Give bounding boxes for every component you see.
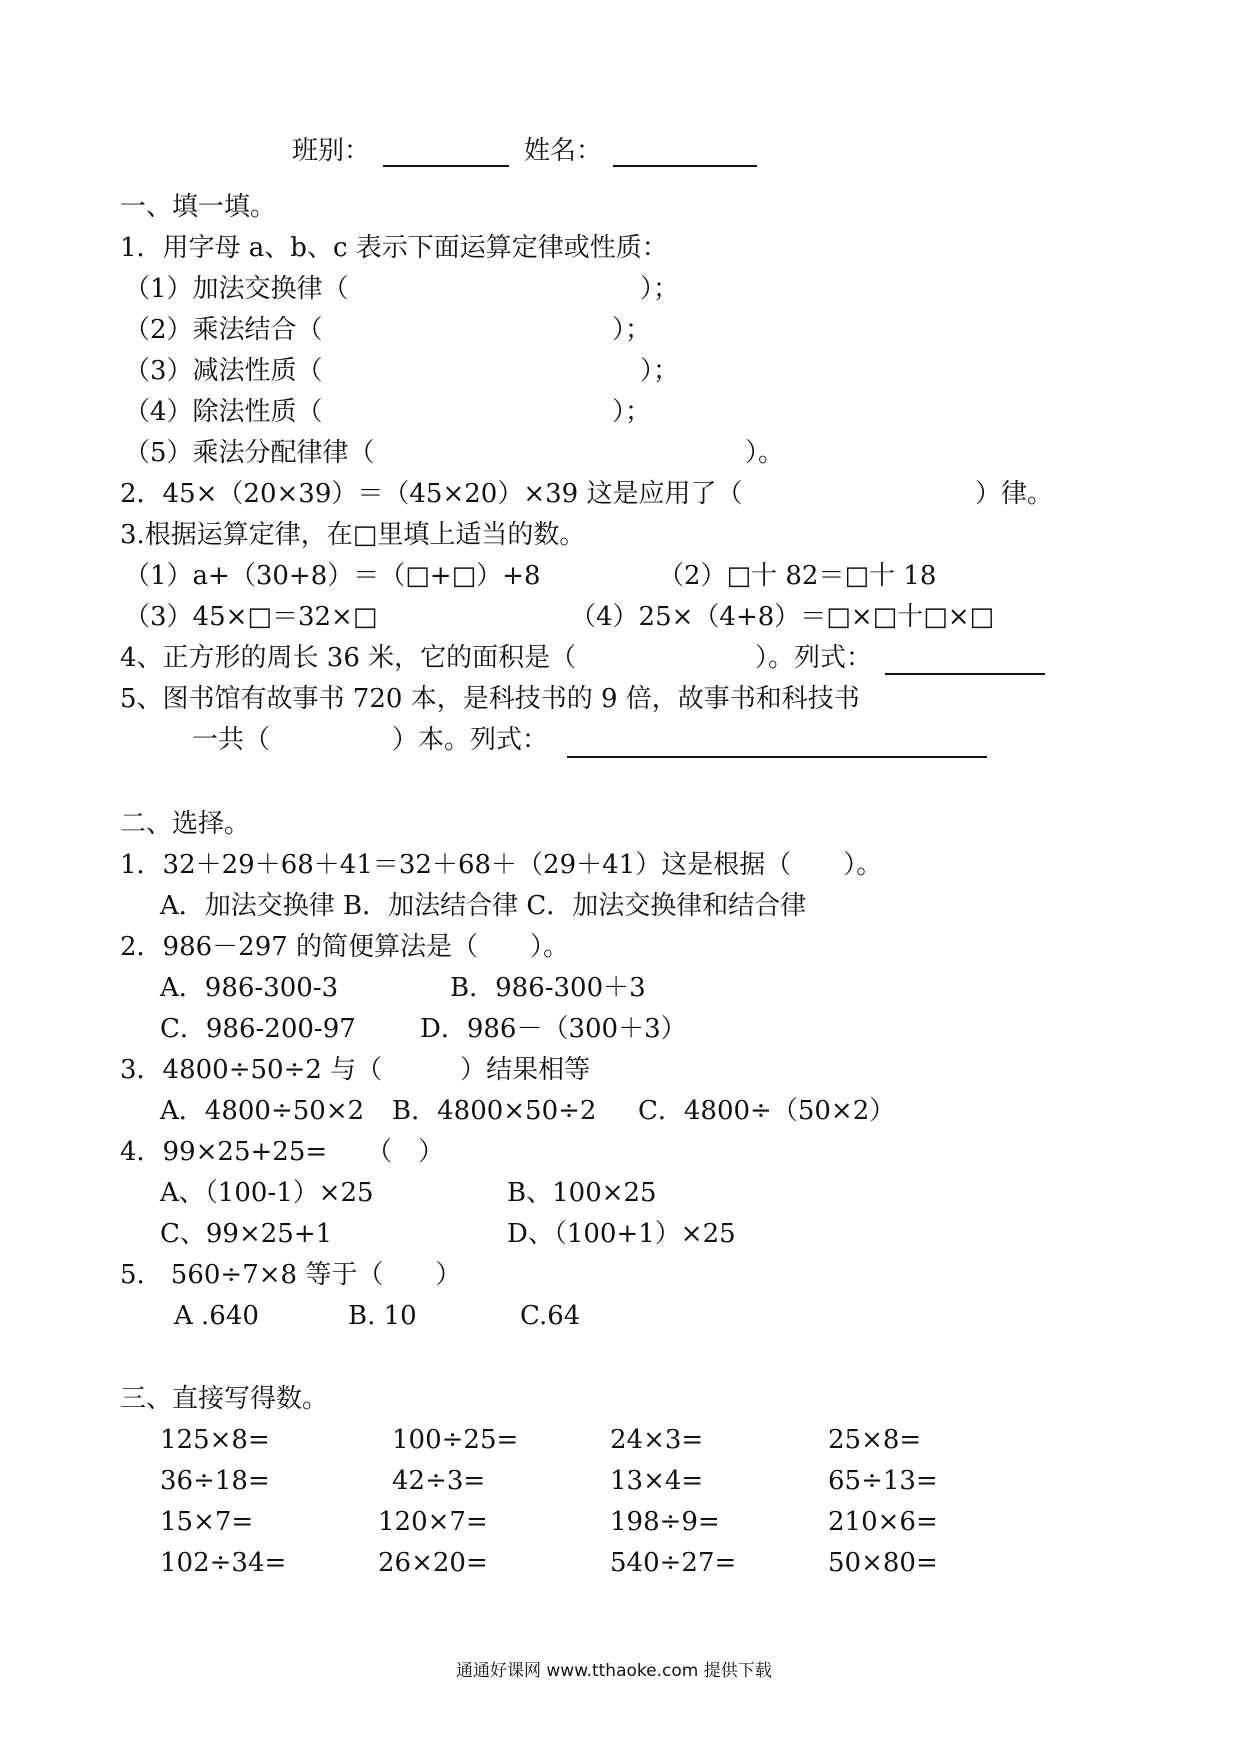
s1-q1-item4-open: （4）除法性质（: [124, 397, 323, 427]
calc-item: 210×6=: [828, 1507, 938, 1537]
s1-q1-item2-open: （2）乘法结合（: [124, 315, 323, 345]
s2-q3-stem: 3．4800÷50÷2 与（ ）结果相等: [120, 1055, 591, 1085]
s2-q2-d: D．986－（300＋3）: [420, 1014, 687, 1044]
s2-q5-a: A .640: [174, 1301, 259, 1331]
s2-q1-stem: 1．32＋29＋68＋41＝32＋68＋（29＋41）这是根据（ ）。: [120, 850, 883, 880]
s2-q5-stem: 5. 560÷7×8 等于（ ）: [120, 1260, 462, 1290]
s2-q4-a: A、（100-1）×25: [160, 1178, 374, 1208]
s1-q5-answer-blank[interactable]: [567, 756, 987, 758]
s2-q5-c: C.64: [520, 1301, 581, 1331]
s2-q2-a: A．986-300-3: [160, 973, 339, 1003]
s1-q1-item5-open: （5）乘法分配律律（: [124, 438, 375, 468]
s1-q4-close: ）。列式：: [755, 643, 873, 673]
s1-q5-line2-open: 一共（: [192, 725, 271, 755]
calc-item: 36÷18=: [160, 1466, 270, 1496]
s1-q5-line2-close: ）本。列式：: [392, 725, 549, 755]
s2-q1-options: A．加法交换律 B．加法结合律 C．加法交换律和结合律: [160, 891, 807, 921]
s2-q3-b: B．4800×50÷2: [392, 1096, 597, 1126]
s1-q1-item4-close: ）；: [612, 397, 652, 427]
s2-q3-c: C．4800÷（50×2）: [638, 1096, 896, 1126]
s1-q2-text: 2．45×（20×39）＝（45×20）×39 这是应用了（: [120, 479, 743, 509]
footer-text: 通通好课网 www.tthaoke.com 提供下载: [456, 1661, 772, 1681]
s1-q1-item1-open: （1）加法交换律（: [124, 274, 349, 304]
s1-q3-p2: （2）□十 82＝□十 18: [658, 561, 937, 591]
s1-q1-item3-close: ）；: [640, 356, 680, 386]
s2-q2-c: C．986-200-97: [160, 1014, 356, 1044]
name-label: 姓名：: [524, 136, 603, 166]
s1-q1-stem: 1．用字母 a、b、c 表示下面运算定律或性质：: [120, 233, 668, 263]
s1-q1-item5-close: ）。: [745, 438, 785, 468]
s2-q3-a: A．4800÷50×2: [160, 1096, 365, 1126]
section2-title: 二、选择。: [120, 809, 251, 839]
s1-q1-item3-open: （3）减法性质（: [124, 356, 323, 386]
calc-item: 50×80=: [828, 1548, 938, 1578]
s1-q3-p4: （4）25×（4+8）＝□×□十□×□: [570, 602, 995, 632]
s2-q4-b: B、100×25: [507, 1178, 657, 1208]
s2-q5-b: B. 10: [348, 1301, 417, 1331]
s1-q3-p1: （1）a+（30+8）＝（□+□）+8: [124, 561, 541, 591]
calc-item: 120×7=: [378, 1507, 488, 1537]
calc-item: 26×20=: [378, 1548, 488, 1578]
s1-q3-p3: （3）45×□＝32×□: [124, 602, 378, 632]
calc-item: 125×8=: [160, 1425, 270, 1455]
s1-q4-answer-blank[interactable]: [885, 673, 1045, 675]
s1-q2-close: ）律。: [975, 479, 1054, 509]
section1-title: 一、填一填。: [120, 192, 277, 222]
s1-q1-item2-close: ）；: [612, 315, 652, 345]
calc-item: 102÷34=: [160, 1548, 287, 1578]
s2-q4-stem: 4．99×25+25= （ ）: [120, 1137, 445, 1167]
s2-q4-d: D、（100+1）×25: [507, 1219, 736, 1249]
s1-q3-stem: 3.根据运算定律，在□里填上适当的数。: [120, 520, 586, 550]
s1-q5-line1: 5、图书馆有故事书 720 本，是科技书的 9 倍，故事书和科技书: [120, 684, 860, 714]
section3-title: 三、直接写得数。: [120, 1384, 329, 1414]
calc-item: 13×4=: [610, 1466, 704, 1496]
calc-item: 25×8=: [828, 1425, 922, 1455]
calc-item: 42÷3=: [392, 1466, 486, 1496]
s1-q4-text: 4、正方形的周长 36 米，它的面积是（: [120, 643, 577, 673]
calc-item: 15×7=: [160, 1507, 254, 1537]
calc-item: 65÷13=: [828, 1466, 938, 1496]
calc-item: 100÷25=: [392, 1425, 519, 1455]
name-blank[interactable]: [613, 165, 757, 167]
calc-item: 198÷9=: [610, 1507, 720, 1537]
class-label: 班别：: [292, 136, 371, 166]
class-blank[interactable]: [383, 165, 509, 167]
calc-item: 24×3=: [610, 1425, 704, 1455]
s2-q2-b: B．986-300＋3: [450, 973, 646, 1003]
s2-q4-c: C、99×25+1: [160, 1219, 333, 1249]
s2-q2-stem: 2．986－297 的简便算法是（ ）。: [120, 932, 570, 962]
calc-item: 540÷27=: [610, 1548, 737, 1578]
s1-q1-item1-close: ）；: [640, 274, 680, 304]
